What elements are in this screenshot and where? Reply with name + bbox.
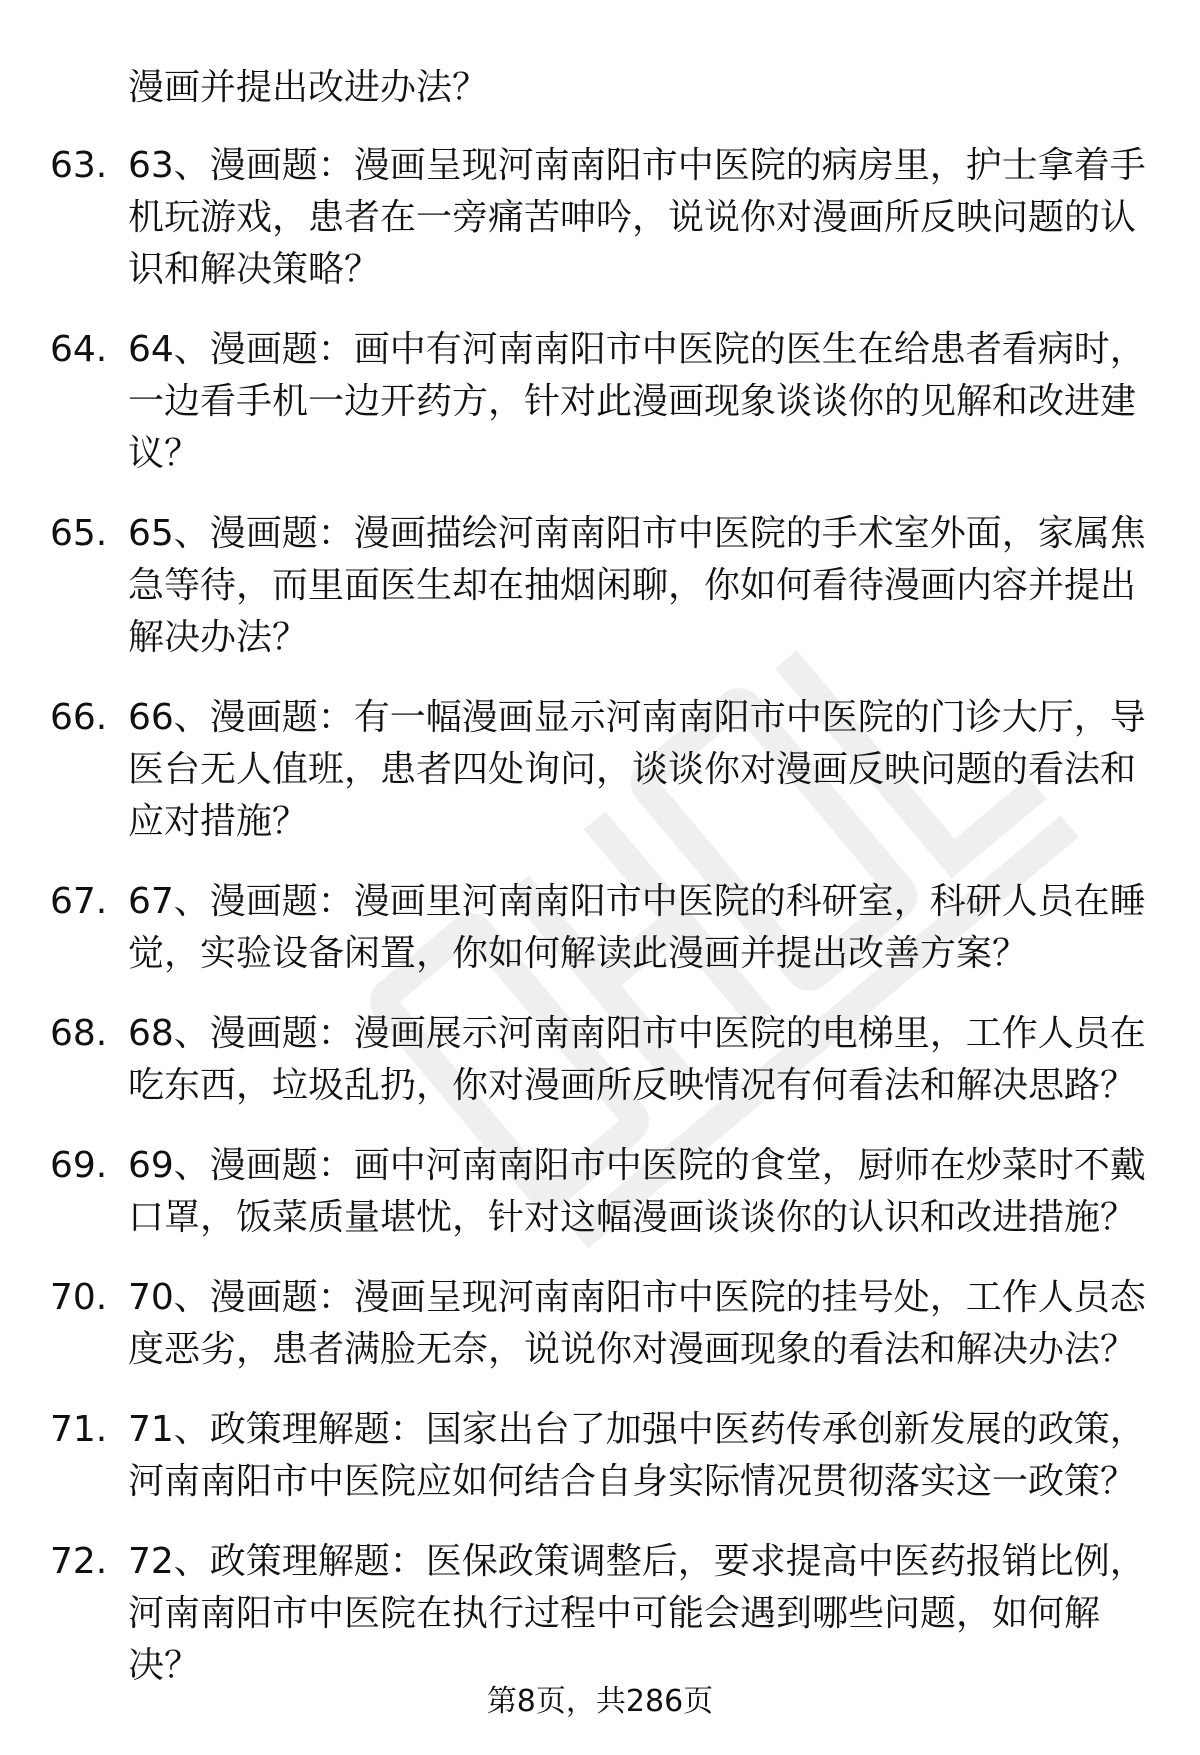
question-number: 67.	[50, 881, 108, 922]
question-text: 63、漫画题：漫画呈现河南南阳市中医院的病房里，护士拿着手机玩游戏，患者在一旁痛苦呻吟，说说你对漫画所反映问题的认识和解决策略？	[128, 145, 1146, 290]
question-item	[50, 1536, 1160, 1692]
question-number: 64.	[50, 329, 108, 370]
question-text: 65、漫画题：漫画描绘河南南阳市中医院的手术室外面，家属焦急等待，而里面医生却在抽烟闲聊，你如何看待漫画内容并提出解决办法？	[128, 513, 1146, 658]
question-number: 70.	[50, 1277, 108, 1318]
question-number: 63.	[50, 145, 108, 186]
question-item	[50, 1140, 1160, 1244]
question-text: 67、漫画题：漫画里河南南阳市中医院的科研室，科研人员在睡觉，实验设备闲置，你如何解读此漫画并提出改善方案？	[128, 881, 1146, 974]
question-item	[50, 876, 1160, 980]
question-item	[50, 692, 1160, 848]
question-number: 72.	[50, 1541, 108, 1582]
continued-question-text: 漫画并提出改进办法？	[128, 67, 489, 108]
question-number: 68.	[50, 1013, 108, 1054]
question-number: 66.	[50, 697, 108, 738]
question-item	[50, 1404, 1160, 1508]
question-item	[50, 508, 1160, 664]
question-text: 64、漫画题：画中有河南南阳市中医院的医生在给患者看病时，一边看手机一边开药方，针对此漫画现象谈谈你的见解和改进建议？	[128, 329, 1146, 474]
question-item	[50, 324, 1160, 480]
question-number: 65.	[50, 513, 108, 554]
question-text: 66、漫画题：有一幅漫画显示河南南阳市中医院的门诊大厅，导医台无人值班，患者四处询问，谈谈你对漫画反映问题的看法和应对措施？	[128, 697, 1146, 842]
question-list	[50, 140, 1160, 1720]
question-text: 70、漫画题：漫画呈现河南南阳市中医院的挂号处，工作人员态度恶劣，患者满脸无奈，说说你对漫画现象的看法和解决办法？	[128, 1277, 1146, 1370]
question-text: 72、政策理解题：医保政策调整后，要求提高中医药报销比例，河南南阳市中医院在执行过程中可能会遇到哪些问题，如何解决？	[128, 1541, 1146, 1686]
question-number: 69.	[50, 1145, 108, 1186]
page-footer: 第8页，共286页	[486, 1684, 714, 1719]
question-item	[50, 1272, 1160, 1376]
question-text: 68、漫画题：漫画展示河南南阳市中医院的电梯里，工作人员在吃东西，垃圾乱扔，你对漫画所反映情况有何看法和解决思路？	[128, 1013, 1146, 1106]
question-text: 69、漫画题：画中河南南阳市中医院的食堂，厨师在炒菜时不戴口罩，饭菜质量堪忧，针对这幅漫画谈谈你的认识和改进措施？	[128, 1145, 1146, 1238]
question-text: 71、政策理解题：国家出台了加强中医药传承创新发展的政策，河南南阳市中医院应如何结合自身实际情况贯彻落实这一政策？	[128, 1409, 1146, 1502]
question-item	[50, 1008, 1160, 1112]
question-number: 71.	[50, 1409, 108, 1450]
question-item	[50, 140, 1160, 296]
